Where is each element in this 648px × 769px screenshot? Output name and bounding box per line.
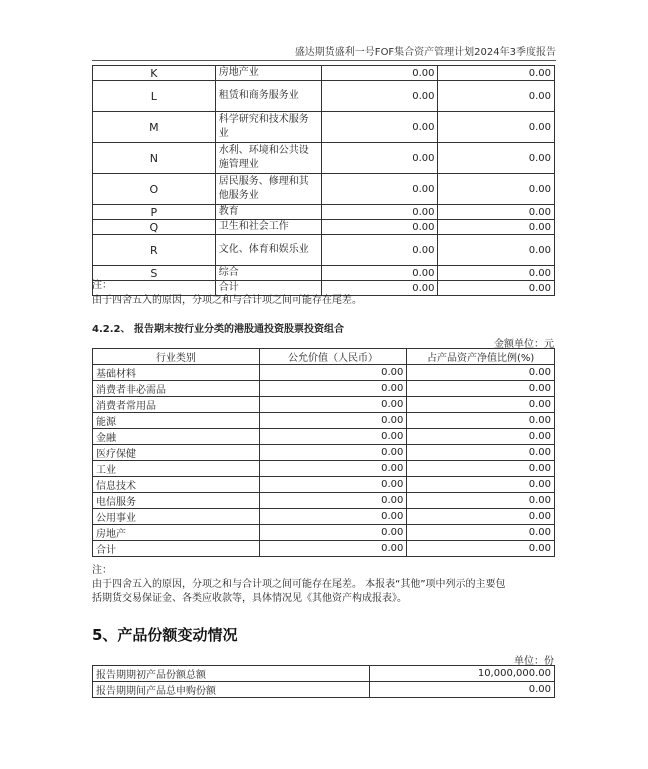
value-cell: 0.00 [438,235,555,266]
industry-name: 教育 [215,205,321,220]
value-cell: 0.00 [370,682,555,698]
table-row [93,509,555,525]
value-cell: 0.00 [407,461,555,477]
table-row [93,461,555,477]
industry-code: O [93,174,216,205]
unit-label: 金额单位：元 [494,339,554,350]
value-cell: 0.00 [321,266,438,281]
value-cell: 0.00 [407,381,555,397]
industry-name: 工业 [93,461,260,477]
note-label: 注： [92,565,112,576]
value-cell: 0.00 [407,493,555,509]
value-cell: 0.00 [259,413,407,429]
value-cell: 0.00 [321,112,438,143]
value-cell: 0.00 [407,509,555,525]
value-cell: 0.00 [407,397,555,413]
share-change-table [92,665,555,698]
industry-code: P [93,205,216,220]
value-cell: 0.00 [321,81,438,112]
industry-name: 消费者非必需品 [93,381,260,397]
table-row [93,81,555,112]
value-cell: 0.00 [259,381,407,397]
table-row [93,445,555,461]
value-cell: 0.00 [407,365,555,381]
table-row [93,493,555,509]
value-cell: 0.00 [407,413,555,429]
industry-name: 基础材料 [93,365,260,381]
industry-code: N [93,143,216,174]
value-cell: 0.00 [438,66,555,81]
table-row [93,205,555,220]
value-cell: 0.00 [259,445,407,461]
industry-name: 科学研究和技术服务业 [215,112,321,143]
industry-name: 卫生和社会工作 [215,220,321,235]
value-cell: 0.00 [321,174,438,205]
note-text: 括期货交易保证金、各类应收款等，具体情况见《其他资产构成报表》。 [92,593,407,604]
value-cell: 0.00 [321,220,438,235]
industry-name: 合计 [215,281,321,296]
item-name: 报告期期初产品份额总额 [93,666,370,682]
table-row [93,112,555,143]
table-row [93,365,555,381]
value-cell: 0.00 [407,541,555,557]
value-cell: 0.00 [407,429,555,445]
industry-name: 水利、环境和公共设施管理业 [215,143,321,174]
industry-code: R [93,235,216,266]
value-cell: 0.00 [259,525,407,541]
header-divider [92,60,556,61]
table-row [93,174,555,205]
column-header: 占产品资产净值比例(%) [407,349,555,365]
table-row [93,220,555,235]
table-row [93,429,555,445]
value-cell: 0.00 [438,81,555,112]
value-cell: 0.00 [259,509,407,525]
value-cell: 0.00 [321,281,438,296]
table-row [93,235,555,266]
value-cell: 0.00 [321,235,438,266]
table-row [93,682,555,698]
industry-code: L [93,81,216,112]
industry-code: K [93,66,216,81]
table-row [93,477,555,493]
value-cell: 0.00 [321,143,438,174]
industry-name: 电信服务 [93,493,260,509]
value-cell: 0.00 [407,477,555,493]
value-cell: 10,000,000.00 [370,666,555,682]
item-name: 报告期期间产品总申购份额 [93,682,370,698]
value-cell: 0.00 [259,461,407,477]
industry-name: 能源 [93,413,260,429]
value-cell: 0.00 [321,205,438,220]
value-cell: 0.00 [438,266,555,281]
value-cell: 0.00 [438,143,555,174]
value-cell: 0.00 [259,397,407,413]
industry-name: 居民服务、修理和其他服务业 [215,174,321,205]
industry-code: M [93,112,216,143]
industry-name: 消费者常用品 [93,397,260,413]
industry-name: 租赁和商务服务业 [215,81,321,112]
value-cell: 0.00 [438,112,555,143]
page-header: 盛达期货盛利一号FOF集合资产管理计划2024年3季度报告 [294,47,556,58]
value-cell: 0.00 [438,174,555,205]
column-header: 行业类别 [93,349,260,365]
industry-name: 文化、体育和娱乐业 [215,235,321,266]
table-row [93,541,555,557]
value-cell: 0.00 [407,445,555,461]
value-cell: 0.00 [438,220,555,235]
value-cell: 0.00 [259,429,407,445]
table-row [93,397,555,413]
value-cell: 0.00 [259,493,407,509]
unit-label: 单位：份 [514,656,554,667]
industry-name: 医疗保健 [93,445,260,461]
industry-code: S [93,266,216,281]
hk-industry-table [92,348,555,557]
industry-code: Q [93,220,216,235]
value-cell: 0.00 [438,281,555,296]
value-cell: 0.00 [321,66,438,81]
table-row [93,666,555,682]
note-label: 注： [92,280,112,291]
industry-name: 合计 [93,541,260,557]
industry-name: 房地产业 [215,66,321,81]
industry-name: 金融 [93,429,260,445]
value-cell: 0.00 [259,541,407,557]
note-text: 由于四舍五入的原因，分项之和与合计项之间可能存在尾差。 [92,295,362,306]
value-cell: 0.00 [407,525,555,541]
section-heading: 5、产品份额变动情况 [92,626,238,644]
value-cell: 0.00 [259,477,407,493]
table-header-row [93,349,555,365]
table-row [93,266,555,281]
industry-table [92,65,555,296]
industry-name: 公用事业 [93,509,260,525]
table-row [93,413,555,429]
column-header: 公允价值（人民币） [259,349,407,365]
industry-name: 综合 [215,266,321,281]
value-cell: 0.00 [259,365,407,381]
value-cell: 0.00 [438,205,555,220]
industry-name: 房地产 [93,525,260,541]
note-text: 由于四舍五入的原因，分项之和与合计项之间可能存在尾差。 本报表“其他”项中列示的主要包 [92,579,506,590]
table-row [93,66,555,81]
section-title: 4.2.2、 报告期末按行业分类的港股通投资股票投资组合 [92,324,344,335]
table-row [93,525,555,541]
table-row [93,143,555,174]
table-row [93,381,555,397]
industry-name: 信息技术 [93,477,260,493]
